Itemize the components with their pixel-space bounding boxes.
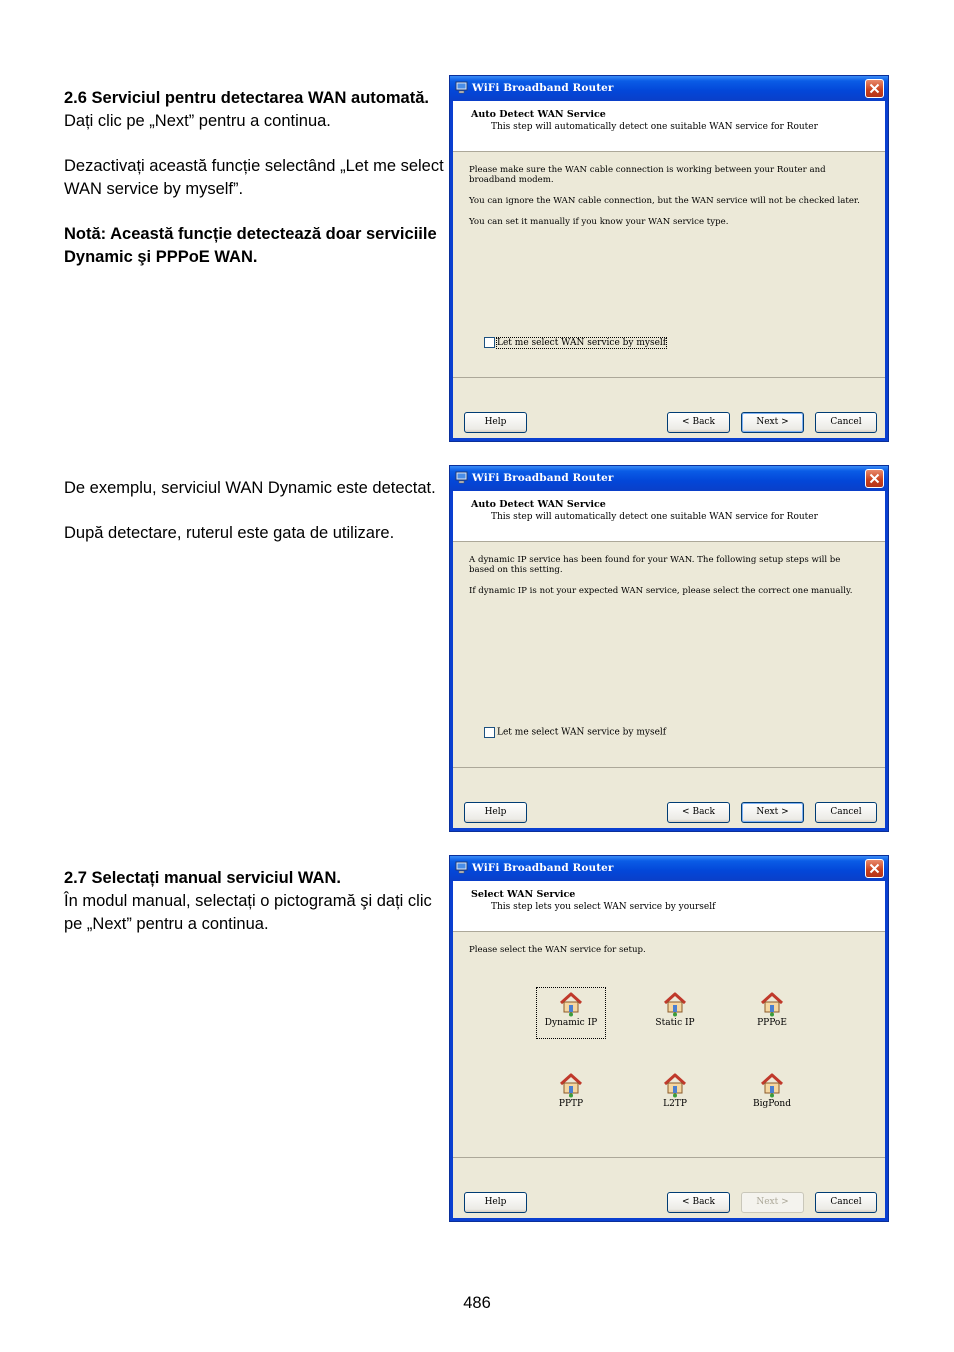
- manual-select-checkbox-row[interactable]: [484, 727, 666, 738]
- close-button[interactable]: [865, 79, 884, 98]
- close-icon: [869, 473, 880, 484]
- house-network-icon: [558, 991, 584, 1017]
- paragraph: În modul manual, selectați o pictogramă şi dați clic pe „Next” pentru a continua.: [64, 892, 432, 933]
- paragraph: Dezactivați această funcție selectând „Let me select WAN service by myself”.: [64, 157, 444, 198]
- help-button[interactable]: Help: [464, 1192, 527, 1213]
- paragraph: Dați clic pe „Next” pentru a continua.: [64, 112, 331, 130]
- service-label: Static IP: [655, 1018, 695, 1028]
- checkbox-label[interactable]: Let me select WAN service by myself: [497, 337, 667, 348]
- page-number: 486: [463, 1294, 491, 1312]
- help-button[interactable]: Help: [464, 802, 527, 823]
- service-label: Dynamic IP: [544, 1018, 598, 1028]
- service-l2tp[interactable]: [641, 1069, 709, 1119]
- window-title: WiFi Broadband Router: [472, 862, 614, 874]
- wizard-body: [469, 555, 863, 607]
- next-button[interactable]: Next >: [741, 802, 804, 823]
- title-bar[interactable]: [450, 856, 888, 881]
- note-text: Notă: Această funcție detectează doar serviciile Dynamic şi PPPoE WAN.: [64, 225, 437, 266]
- back-button[interactable]: < Back: [667, 412, 730, 433]
- help-button[interactable]: Help: [464, 412, 527, 433]
- close-icon: [869, 863, 880, 874]
- house-network-icon: [759, 991, 785, 1017]
- house-network-icon: [662, 991, 688, 1017]
- cancel-button[interactable]: Cancel: [815, 1192, 877, 1213]
- wizard-step-title: Select WAN Service: [471, 889, 576, 900]
- section-dynamic-detected-text: [64, 477, 444, 545]
- section-2-6-text: [64, 87, 444, 269]
- service-pptp[interactable]: [537, 1069, 605, 1119]
- section-heading: 2.7 Selectați manual serviciul WAN.: [64, 869, 341, 887]
- wizard-body: [469, 945, 863, 966]
- close-icon: [869, 83, 880, 94]
- wizard-body: [469, 165, 863, 238]
- house-network-icon: [662, 1072, 688, 1098]
- wizard-step-subtitle: This step lets you select WAN service by yourself: [491, 902, 716, 912]
- dialog-client-area: [453, 491, 885, 828]
- service-icon-grid: [453, 971, 885, 1131]
- title-bar[interactable]: [450, 466, 888, 491]
- service-bigpond[interactable]: [738, 1069, 806, 1119]
- dialog-client-area: [453, 881, 885, 1218]
- info-line: If dynamic IP is not your expected WAN service, please select the correct one manually.: [469, 586, 853, 596]
- section-heading: 2.6 Serviciul pentru detectarea WAN automată.: [64, 89, 429, 107]
- wizard-step-title: Auto Detect WAN Service: [471, 499, 606, 510]
- service-pppoe[interactable]: [738, 988, 806, 1038]
- info-line: Please make sure the WAN cable connection is working between your Router and broadband modem.: [469, 165, 826, 185]
- title-bar[interactable]: [450, 76, 888, 101]
- service-label: BigPond: [753, 1099, 791, 1109]
- info-line: A dynamic IP service has been found for your WAN. The following setup steps will be based on this setting.: [469, 555, 841, 575]
- paragraph: De exemplu, serviciul WAN Dynamic este detectat.: [64, 479, 436, 497]
- back-button[interactable]: < Back: [667, 1192, 730, 1213]
- service-label: PPTP: [558, 1099, 584, 1109]
- manual-select-checkbox-row[interactable]: [484, 337, 666, 348]
- info-line: You can set it manually if you know your WAN service type.: [469, 217, 729, 227]
- router-wizard-window-select-service: [449, 855, 889, 1222]
- window-title: WiFi Broadband Router: [472, 472, 614, 484]
- router-wizard-window-auto-detect: [449, 75, 889, 442]
- router-wizard-window-detected: [449, 465, 889, 832]
- computer-icon: [455, 471, 468, 484]
- wizard-header: [453, 881, 885, 932]
- checkbox-label[interactable]: Let me select WAN service by myself: [497, 727, 667, 738]
- wizard-header: [453, 101, 885, 152]
- divider: [453, 1157, 885, 1158]
- manual-select-checkbox[interactable]: [484, 337, 495, 348]
- info-line: You can ignore the WAN cable connection, but the WAN service will not be checked later.: [469, 196, 860, 206]
- close-button[interactable]: [865, 859, 884, 878]
- service-label: PPPoE: [757, 1018, 787, 1028]
- back-button[interactable]: < Back: [667, 802, 730, 823]
- cancel-button[interactable]: Cancel: [815, 802, 877, 823]
- wizard-step-title: Auto Detect WAN Service: [471, 109, 606, 120]
- house-network-icon: [759, 1072, 785, 1098]
- computer-icon: [455, 81, 468, 94]
- divider: [453, 767, 885, 768]
- next-button[interactable]: Next >: [741, 1192, 804, 1213]
- dialog-client-area: [453, 101, 885, 438]
- service-static-ip[interactable]: [641, 988, 709, 1038]
- info-line: Please select the WAN service for setup.: [469, 945, 646, 955]
- service-label: L2TP: [663, 1099, 687, 1109]
- close-button[interactable]: [865, 469, 884, 488]
- computer-icon: [455, 861, 468, 874]
- divider: [453, 377, 885, 378]
- manual-select-checkbox[interactable]: [484, 727, 495, 738]
- wizard-step-subtitle: This step will automatically detect one suitable WAN service for Router: [491, 122, 818, 132]
- wizard-header: [453, 491, 885, 542]
- paragraph: După detectare, ruterul este gata de utilizare.: [64, 524, 395, 542]
- house-network-icon: [558, 1072, 584, 1098]
- window-title: WiFi Broadband Router: [472, 82, 614, 94]
- section-2-7-text: [64, 867, 444, 936]
- cancel-button[interactable]: Cancel: [815, 412, 877, 433]
- wizard-step-subtitle: This step will automatically detect one suitable WAN service for Router: [491, 512, 818, 522]
- service-dynamic-ip[interactable]: [537, 988, 605, 1038]
- next-button[interactable]: Next >: [741, 412, 804, 433]
